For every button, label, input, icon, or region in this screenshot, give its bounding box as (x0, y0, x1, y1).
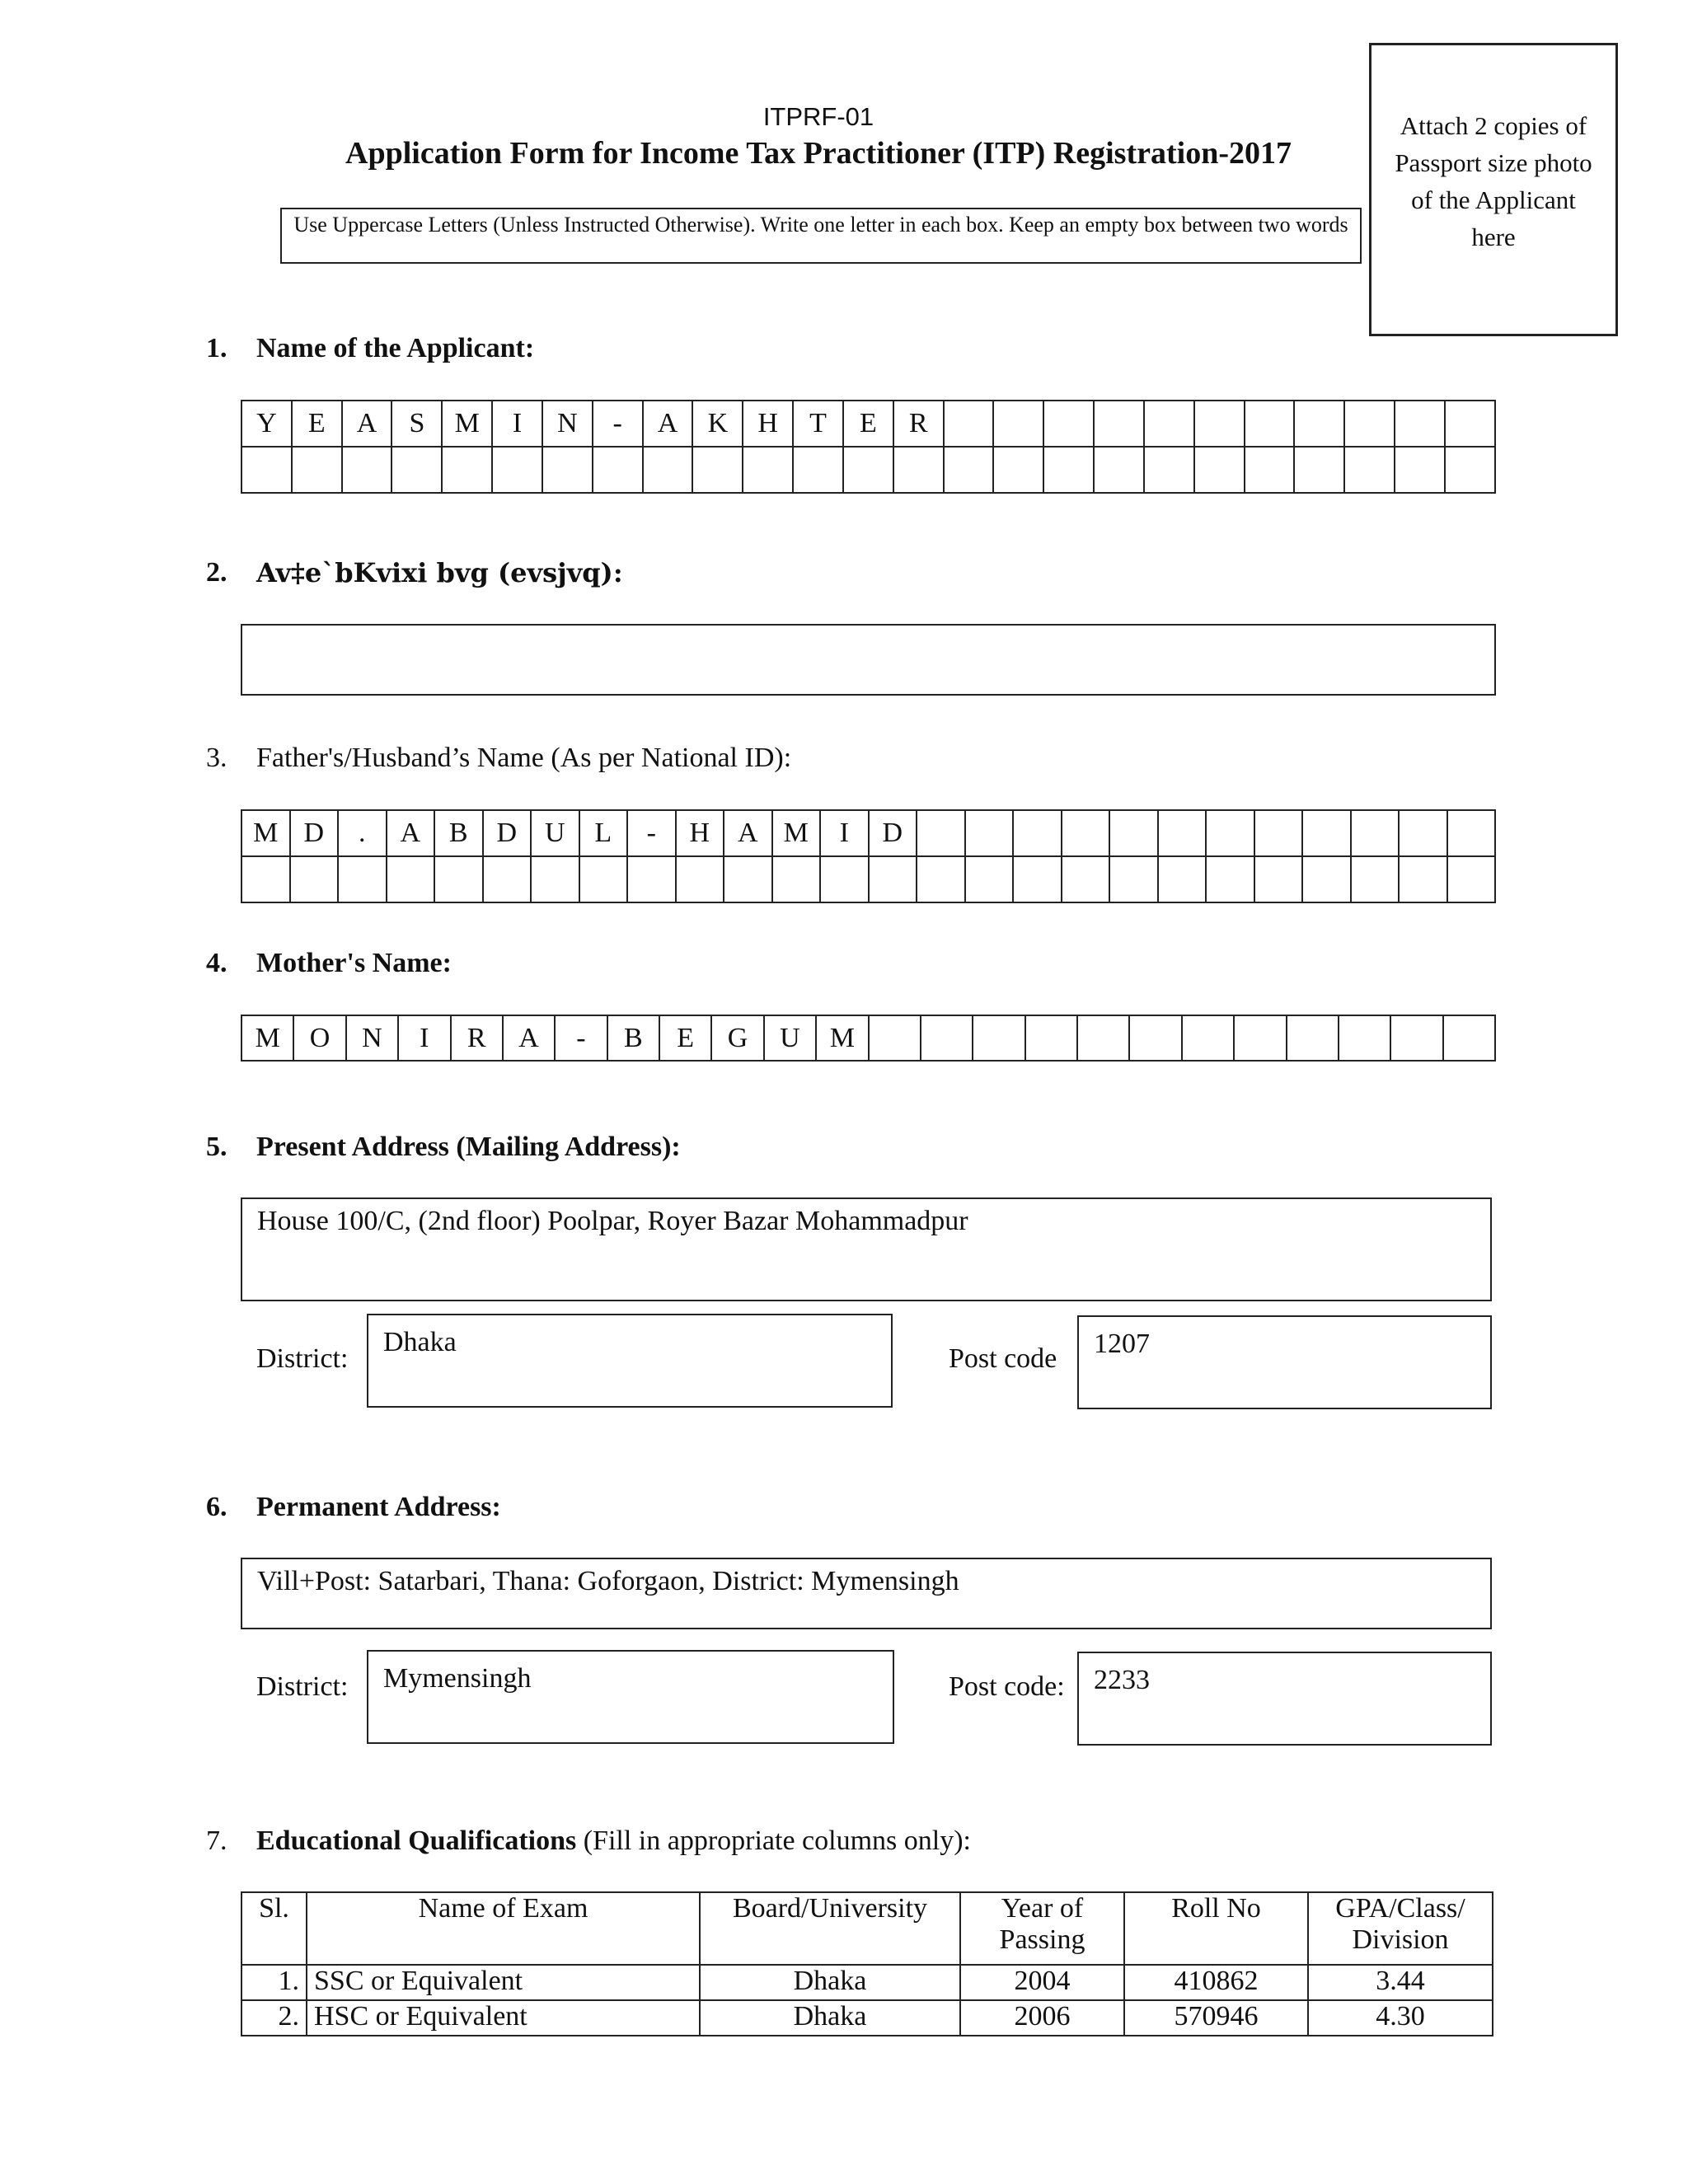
section-7-number: 7. (206, 1825, 227, 1856)
education-table (241, 1891, 1493, 2036)
letter-box[interactable] (1234, 1015, 1286, 1061)
letter-box[interactable]: . (338, 810, 387, 856)
letter-box[interactable]: M (816, 1015, 868, 1061)
letter-box[interactable] (643, 447, 693, 493)
row-exam[interactable]: HSC or Equivalent (307, 2000, 700, 2036)
letter-box[interactable] (338, 856, 387, 902)
letter-box[interactable] (1062, 856, 1110, 902)
letter-box[interactable] (1445, 447, 1495, 493)
letter-box[interactable] (1109, 856, 1158, 902)
section-5-label: Present Address (Mailing Address): (256, 1132, 681, 1162)
letter-box[interactable]: D (290, 810, 339, 856)
header-gpa: GPA/Class/ Division (1308, 1892, 1493, 1965)
letter-box[interactable]: E (292, 401, 342, 447)
letter-box[interactable] (579, 856, 628, 902)
letter-box[interactable]: D (869, 810, 917, 856)
row-gpa[interactable]: 4.30 (1308, 2000, 1493, 2036)
letter-box[interactable] (531, 856, 579, 902)
permanent-district-label: District: (256, 1671, 349, 1702)
letter-box[interactable] (1206, 856, 1254, 902)
table-row (241, 1965, 1493, 2000)
present-postcode-label: Post code (949, 1343, 1057, 1374)
letter-box[interactable]: Y (241, 401, 292, 447)
letter-box[interactable] (1245, 401, 1295, 447)
section-2-label: Av‡e`bKvixi bvg (evsjvq): (256, 557, 623, 588)
letter-box[interactable] (1013, 810, 1062, 856)
letter-box[interactable]: N (346, 1015, 398, 1061)
section-6-number: 6. (206, 1492, 227, 1522)
letter-box[interactable] (1025, 1015, 1077, 1061)
section-5-number: 5. (206, 1132, 227, 1162)
letter-box[interactable] (1294, 401, 1344, 447)
permanent-district-field[interactable]: Mymensingh (367, 1650, 894, 1744)
letter-box[interactable]: A (724, 810, 772, 856)
letter-box[interactable] (944, 447, 994, 493)
letter-box[interactable]: B (607, 1015, 659, 1061)
letter-box[interactable] (1287, 1015, 1339, 1061)
row-roll[interactable]: 410862 (1124, 1965, 1308, 2000)
row-board[interactable]: Dhaka (700, 1965, 960, 2000)
letter-box[interactable] (1182, 1015, 1234, 1061)
present-postcode-field[interactable]: 1207 (1077, 1315, 1492, 1409)
present-district-field[interactable]: Dhaka (367, 1314, 893, 1408)
section-3-label: Father's/Husband’s Name (As per National ID): (256, 743, 792, 773)
section-4-number: 4. (206, 948, 227, 978)
letter-box[interactable] (743, 447, 793, 493)
letter-box[interactable]: M (241, 1015, 293, 1061)
letter-box[interactable] (492, 447, 542, 493)
letter-box[interactable]: K (692, 401, 743, 447)
letter-box[interactable] (917, 810, 965, 856)
letter-box[interactable] (442, 447, 492, 493)
letter-box[interactable]: M (442, 401, 492, 447)
letter-box[interactable] (921, 1015, 973, 1061)
letter-box[interactable]: A (387, 810, 435, 856)
letter-box[interactable] (1194, 447, 1245, 493)
letter-box[interactable] (483, 856, 532, 902)
letter-box[interactable] (342, 447, 392, 493)
letter-box[interactable] (290, 856, 339, 902)
section-7-label-bold: Educational Qualifications (256, 1825, 577, 1856)
header-sl: Sl. (241, 1892, 307, 1965)
letter-box[interactable]: H (676, 810, 724, 856)
letter-box[interactable] (1144, 401, 1194, 447)
header-year: Year of Passing (960, 1892, 1124, 1965)
letter-box[interactable] (1158, 856, 1207, 902)
letter-box[interactable] (1094, 401, 1144, 447)
letter-box[interactable]: A (643, 401, 693, 447)
letter-box[interactable] (241, 856, 290, 902)
letter-box[interactable] (1443, 1015, 1495, 1061)
letter-box[interactable]: R (451, 1015, 503, 1061)
letter-box[interactable] (1043, 401, 1094, 447)
letter-box[interactable] (1062, 810, 1110, 856)
letter-box[interactable] (1077, 1015, 1129, 1061)
header-roll: Roll No (1124, 1892, 1308, 1965)
letter-box[interactable] (1043, 447, 1094, 493)
education-header-row (241, 1892, 1493, 1965)
present-district-label: District: (256, 1343, 349, 1374)
letter-box[interactable]: L (579, 810, 628, 856)
letter-box[interactable] (542, 447, 593, 493)
father-name-boxes[interactable] (241, 809, 1496, 903)
letter-box[interactable] (869, 856, 917, 902)
row-year[interactable]: 2006 (960, 2000, 1124, 2036)
letter-box[interactable] (973, 1015, 1025, 1061)
letter-box[interactable]: O (293, 1015, 345, 1061)
present-address-field[interactable]: House 100/C, (2nd floor) Poolpar, Royer Bazar Mohammadpur (241, 1197, 1492, 1301)
letter-box[interactable] (1013, 856, 1062, 902)
row-roll[interactable]: 570946 (1124, 2000, 1308, 2036)
permanent-postcode-label: Post code: (949, 1671, 1065, 1702)
letter-box[interactable] (1447, 810, 1496, 856)
letter-box[interactable] (993, 401, 1043, 447)
letter-box[interactable] (434, 856, 483, 902)
letter-box[interactable] (627, 856, 676, 902)
letter-box[interactable]: A (503, 1015, 555, 1061)
letter-box[interactable] (1158, 810, 1207, 856)
permanent-address-field[interactable]: Vill+Post: Satarbari, Thana: Goforgaon, District: Mymensingh (241, 1558, 1492, 1629)
header-board: Board/University (700, 1892, 960, 1965)
letter-box[interactable] (820, 856, 869, 902)
letter-box[interactable] (1109, 810, 1158, 856)
letter-box[interactable] (1144, 447, 1194, 493)
letter-box[interactable] (387, 856, 435, 902)
photo-attach-box: Attach 2 copies of Passport size photo of the Applicant here (1369, 43, 1618, 336)
section-2-number: 2. (206, 557, 227, 588)
applicant-name-boxes[interactable] (241, 400, 1496, 494)
letter-box[interactable] (1395, 447, 1445, 493)
letter-box[interactable] (793, 447, 843, 493)
mother-name-boxes[interactable] (241, 1015, 1496, 1062)
row-sl: 2. (241, 2000, 307, 2036)
letter-box[interactable] (1390, 1015, 1442, 1061)
letter-box[interactable]: - (593, 401, 643, 447)
letter-box[interactable] (1254, 856, 1303, 902)
section-3-number: 3. (206, 743, 227, 773)
table-row (241, 2000, 1493, 2036)
letter-box[interactable] (692, 447, 743, 493)
letter-box[interactable]: M (772, 810, 821, 856)
letter-box[interactable] (1344, 401, 1395, 447)
form-code: ITPRF-01 (762, 102, 874, 131)
letter-box[interactable] (1294, 447, 1344, 493)
section-4-label: Mother's Name: (256, 948, 452, 978)
letter-box[interactable]: G (711, 1015, 763, 1061)
letter-box[interactable]: E (659, 1015, 711, 1061)
letter-box[interactable]: E (843, 401, 893, 447)
letter-box[interactable]: - (555, 1015, 607, 1061)
letter-box[interactable] (1351, 856, 1400, 902)
letter-box[interactable]: H (743, 401, 793, 447)
letter-box[interactable] (965, 810, 1014, 856)
letter-box[interactable] (1339, 1015, 1390, 1061)
letter-box[interactable] (1344, 447, 1395, 493)
letter-box[interactable] (1194, 401, 1245, 447)
letter-box[interactable] (1399, 856, 1447, 902)
letter-box[interactable] (1206, 810, 1254, 856)
row-exam[interactable]: SSC or Equivalent (307, 1965, 700, 2000)
letter-box[interactable]: I (398, 1015, 450, 1061)
row-gpa[interactable]: 3.44 (1308, 1965, 1493, 2000)
letter-box[interactable]: U (531, 810, 579, 856)
bangla-name-field[interactable] (241, 624, 1496, 696)
letter-box[interactable] (1399, 810, 1447, 856)
letter-box[interactable] (1302, 810, 1351, 856)
letter-box[interactable]: T (793, 401, 843, 447)
section-1-number: 1. (206, 333, 227, 363)
letter-box[interactable] (724, 856, 772, 902)
letter-box[interactable] (893, 447, 944, 493)
letter-box[interactable] (1445, 401, 1495, 447)
section-7-label-rest: (Fill in appropriate columns only): (576, 1825, 971, 1856)
letter-box[interactable] (1351, 810, 1400, 856)
section-6-label: Permanent Address: (256, 1492, 501, 1522)
letter-box[interactable]: D (483, 810, 532, 856)
row-year[interactable]: 2004 (960, 1965, 1124, 2000)
letter-box[interactable]: S (392, 401, 442, 447)
letter-box[interactable] (944, 401, 994, 447)
letter-box[interactable] (772, 856, 821, 902)
letter-box[interactable] (843, 447, 893, 493)
header-exam: Name of Exam (307, 1892, 700, 1965)
letter-box[interactable] (1302, 856, 1351, 902)
letter-box[interactable] (1129, 1015, 1181, 1061)
letter-box[interactable] (676, 856, 724, 902)
letter-box[interactable]: I (820, 810, 869, 856)
letter-box[interactable] (1447, 856, 1496, 902)
letter-box[interactable] (869, 1015, 921, 1061)
letter-box[interactable] (965, 856, 1014, 902)
letter-box[interactable]: - (627, 810, 676, 856)
letter-box[interactable]: I (492, 401, 542, 447)
letter-box[interactable] (1395, 401, 1445, 447)
letter-box[interactable] (1254, 810, 1303, 856)
letter-box[interactable] (593, 447, 643, 493)
letter-box[interactable]: A (342, 401, 392, 447)
row-board[interactable]: Dhaka (700, 2000, 960, 2036)
letter-box[interactable]: U (764, 1015, 816, 1061)
form-title: Application Form for Income Tax Practitioner (ITP) Registration-2017 (345, 136, 1292, 171)
letter-box[interactable] (1094, 447, 1144, 493)
row-sl: 1. (241, 1965, 307, 2000)
letter-box[interactable] (392, 447, 442, 493)
letter-box[interactable]: M (241, 810, 290, 856)
letter-box[interactable] (292, 447, 342, 493)
permanent-postcode-field[interactable]: 2233 (1077, 1652, 1492, 1746)
letter-box[interactable]: B (434, 810, 483, 856)
letter-box[interactable] (993, 447, 1043, 493)
section-1-label: Name of the Applicant: (256, 333, 535, 363)
section-7-label (256, 1825, 971, 1857)
letter-box[interactable] (917, 856, 965, 902)
letter-box[interactable] (1245, 447, 1295, 493)
letter-box[interactable]: N (542, 401, 593, 447)
instructions-box: Use Uppercase Letters (Unless Instructed Otherwise). Write one letter in each box. Keep an empty box between two words (280, 208, 1362, 264)
letter-box[interactable]: R (893, 401, 944, 447)
letter-box[interactable] (241, 447, 292, 493)
